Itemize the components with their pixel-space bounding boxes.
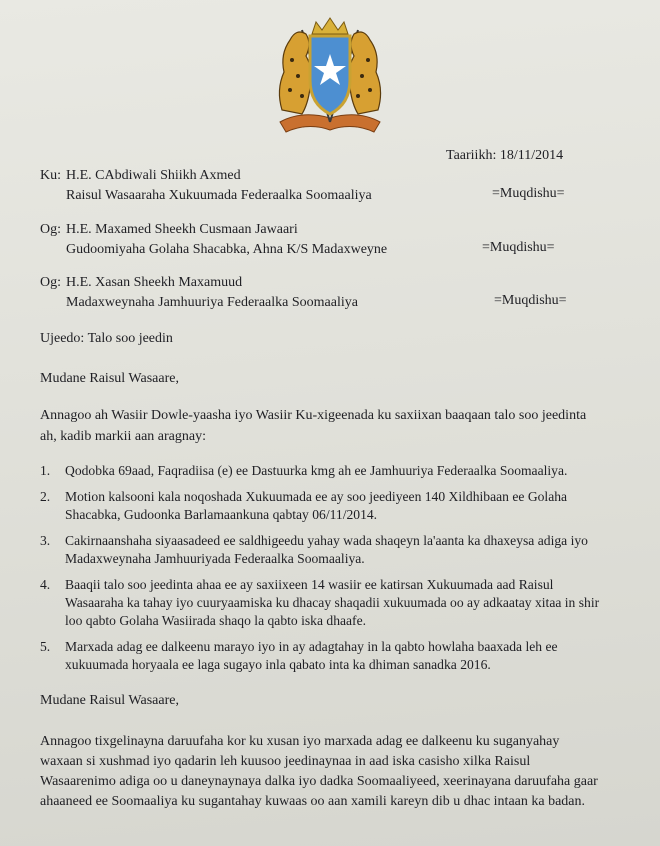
ribbon-base xyxy=(280,115,380,132)
list-item xyxy=(40,638,600,674)
left-leopard xyxy=(279,32,311,114)
recipient-name: H.E. Maxamed Sheekh Cusmaan Jawaari xyxy=(66,222,298,237)
recipient-city: =Muqdishu= xyxy=(482,240,555,255)
item-number: 1. xyxy=(40,463,51,478)
list-item xyxy=(40,576,600,630)
right-leopard xyxy=(349,32,381,114)
recipient-city: =Muqdishu= xyxy=(492,186,565,201)
subject-line: Ujeedo: Talo soo jeedin xyxy=(40,331,173,346)
intro-paragraph: Annagoo ah Wasiir Dowle-yaasha iyo Wasiir Ku-xigeenada ku saxiixan baaqaan talo soo jeedinta ah, kadib markii aan aragnay: xyxy=(40,408,587,444)
item-number: 5. xyxy=(40,639,51,654)
recipient-title: Madaxweynaha Jamhuuriya Federaalka Soomaaliya xyxy=(66,295,358,310)
letter-date: Taariikh: 18/11/2014 xyxy=(446,148,564,163)
recipient-block-3 xyxy=(40,273,358,313)
recipient-title: Raisul Wasaaraha Xukuumada Federaalka Soomaaliya xyxy=(66,188,372,203)
item-text: Motion kalsooni kala noqoshada Xukuumada ee ay soo jeediyeen 140 Xildhibaan ee Golaha Shacabka, Gudoonka Barlamaankuna qabtay 06/11/2014. xyxy=(65,489,568,522)
item-text: Qodobka 69aad, Faqradiisa (e) ee Dastuurka kmg ah ee Jamhuuriya Federaalka Soomaaliya. xyxy=(65,463,568,478)
crown xyxy=(312,18,348,34)
recipient-block-2 xyxy=(40,220,387,260)
coat-of-arms-emblem xyxy=(262,10,398,142)
item-text: Cakirnaanshaha siyaasadeed ee saldhigeedu yahay wada shaqeyn la'aanta ka dhaxeysa adiga iyo Madaxweynaha Jamhuuriyada Federaalka Soomaaliya. xyxy=(65,533,588,566)
points-list xyxy=(40,462,600,682)
item-text: Marxada adag ee dalkeenu marayo iyo in ay adagtahay in la qabto howlaha baaxada leh ee xukuumada horyaala ee laga sugayo inla qabato inta ka dhiman sanadka 2016. xyxy=(65,639,558,672)
recipient-title: Gudoomiyaha Golaha Shacabka, Ahna K/S Madaxweyne xyxy=(66,242,388,257)
salutation-2: Mudane Raisul Wasaare, xyxy=(40,693,179,708)
list-item xyxy=(40,462,600,480)
closing-paragraph: Annagoo tixgelinayna daruufaha kor ku xusan iyo marxada adag ee dalkeenu ku suganyahay waxaan si xushmad iyo qadarin leh kuusoo jeedinaynaa in aad iska casisho xilka Raisul Wasaarenimo adiga oo u daneynaynaya dalka iyo dadka Soomaaliyeed, xeerinayana daruufaha gaar ahaaneed ee Soomaaliya ku sugantahay kuwaas oo aan xamili kareyn dib u dhac intaan ka badan. xyxy=(40,734,598,809)
item-number: 4. xyxy=(40,577,51,592)
recipient-block-1 xyxy=(40,166,372,206)
list-item xyxy=(40,532,600,568)
recipient-label: Ku: xyxy=(40,168,61,183)
salutation: Mudane Raisul Wasaare, xyxy=(40,371,179,386)
recipient-name: H.E. Xasan Sheekh Maxamuud xyxy=(66,275,243,290)
item-number: 3. xyxy=(40,533,51,548)
recipient-name: H.E. CAbdiwali Shiikh Axmed xyxy=(66,168,241,183)
item-text: Baaqii talo soo jeedinta ahaa ee ay saxiixeen 14 wasiir ee katirsan Xukuumada aad Raisul Wasaaraha ka tahay iyo cuuryaamiska ku dhacay shaqadii xukuumada oo ay adkaatay xitaa in shir loo qabto Golaha Wasiirada shaqo la qabto iska dhaafe. xyxy=(65,577,600,628)
item-number: 2. xyxy=(40,489,51,504)
list-item xyxy=(40,488,600,524)
recipient-city: =Muqdishu= xyxy=(494,293,567,308)
recipient-label: Og: xyxy=(40,222,61,237)
recipient-label: Og: xyxy=(40,275,61,290)
